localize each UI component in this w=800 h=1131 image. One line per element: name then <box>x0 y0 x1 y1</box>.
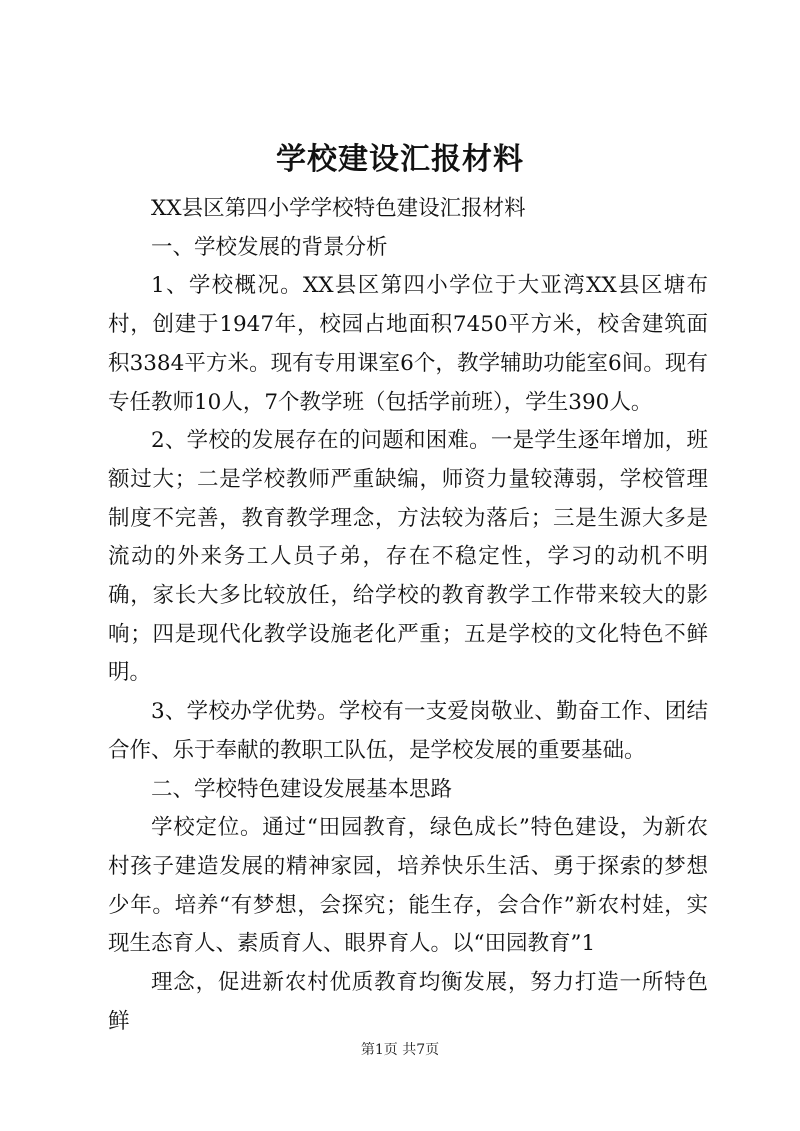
paragraph-advantages: 3、学校办学优势。学校有一支爱岗敬业、勤奋工作、团结合作、乐于奉献的教职工队伍，是学校发展的重要基础。 <box>108 699 708 763</box>
page-indicator: 第1页 共7页 <box>360 1042 440 1058</box>
paragraph-section-heading-1: 一、学校发展的背景分析 <box>151 234 388 260</box>
paragraph-school-positioning: 学校定位。通过“田园教育，绿色成长”特色建设，为新农村孩子建造发展的精神家园，培养快乐生活、勇于探索的梦想少年。培养“有梦想，会探究；能生存，会合作”新农村娃，实现生态育人、素质育人、眼界育人。以“田园教育”1 <box>108 815 708 957</box>
document-body <box>108 190 708 1041</box>
paragraph-problems: 2、学校的发展存在的问题和困难。一是学生逐年增加，班额过大；二是学校教师严重缺编，师资力量较薄弱，学校管理制度不完善，教育教学理念，方法较为落后；三是生源大多是流动的外来务工人员子弟，存在不稳定性，学习的动机不明确，家长大多比较放任，给学校的教育教学工作带来较大的影响；四是现代化教学设施老化严重；五是学校的文化特色不鲜明。 <box>108 428 708 686</box>
document-title: 学校建设汇报材料 <box>276 142 524 177</box>
paragraph-school-overview: 1、学校概况。XX县区第四小学位于大亚湾XX县区塘布村，创建于1947年，校园占地面积7450平方米，校舍建筑面积3384平方米。现有专用课室6个，教学辅助功能室6间。现有专任教师10人，7个教学班（包括学前班），学生390人。 <box>108 273 708 415</box>
paragraph-continuation: 理念，促进新农村优质教育均衡发展，努力打造一所特色鲜 <box>108 970 708 1034</box>
paragraph-subtitle: XX县区第四小学学校特色建设汇报材料 <box>151 196 526 221</box>
paragraph-section-heading-2: 二、学校特色建设发展基本思路 <box>151 776 453 802</box>
